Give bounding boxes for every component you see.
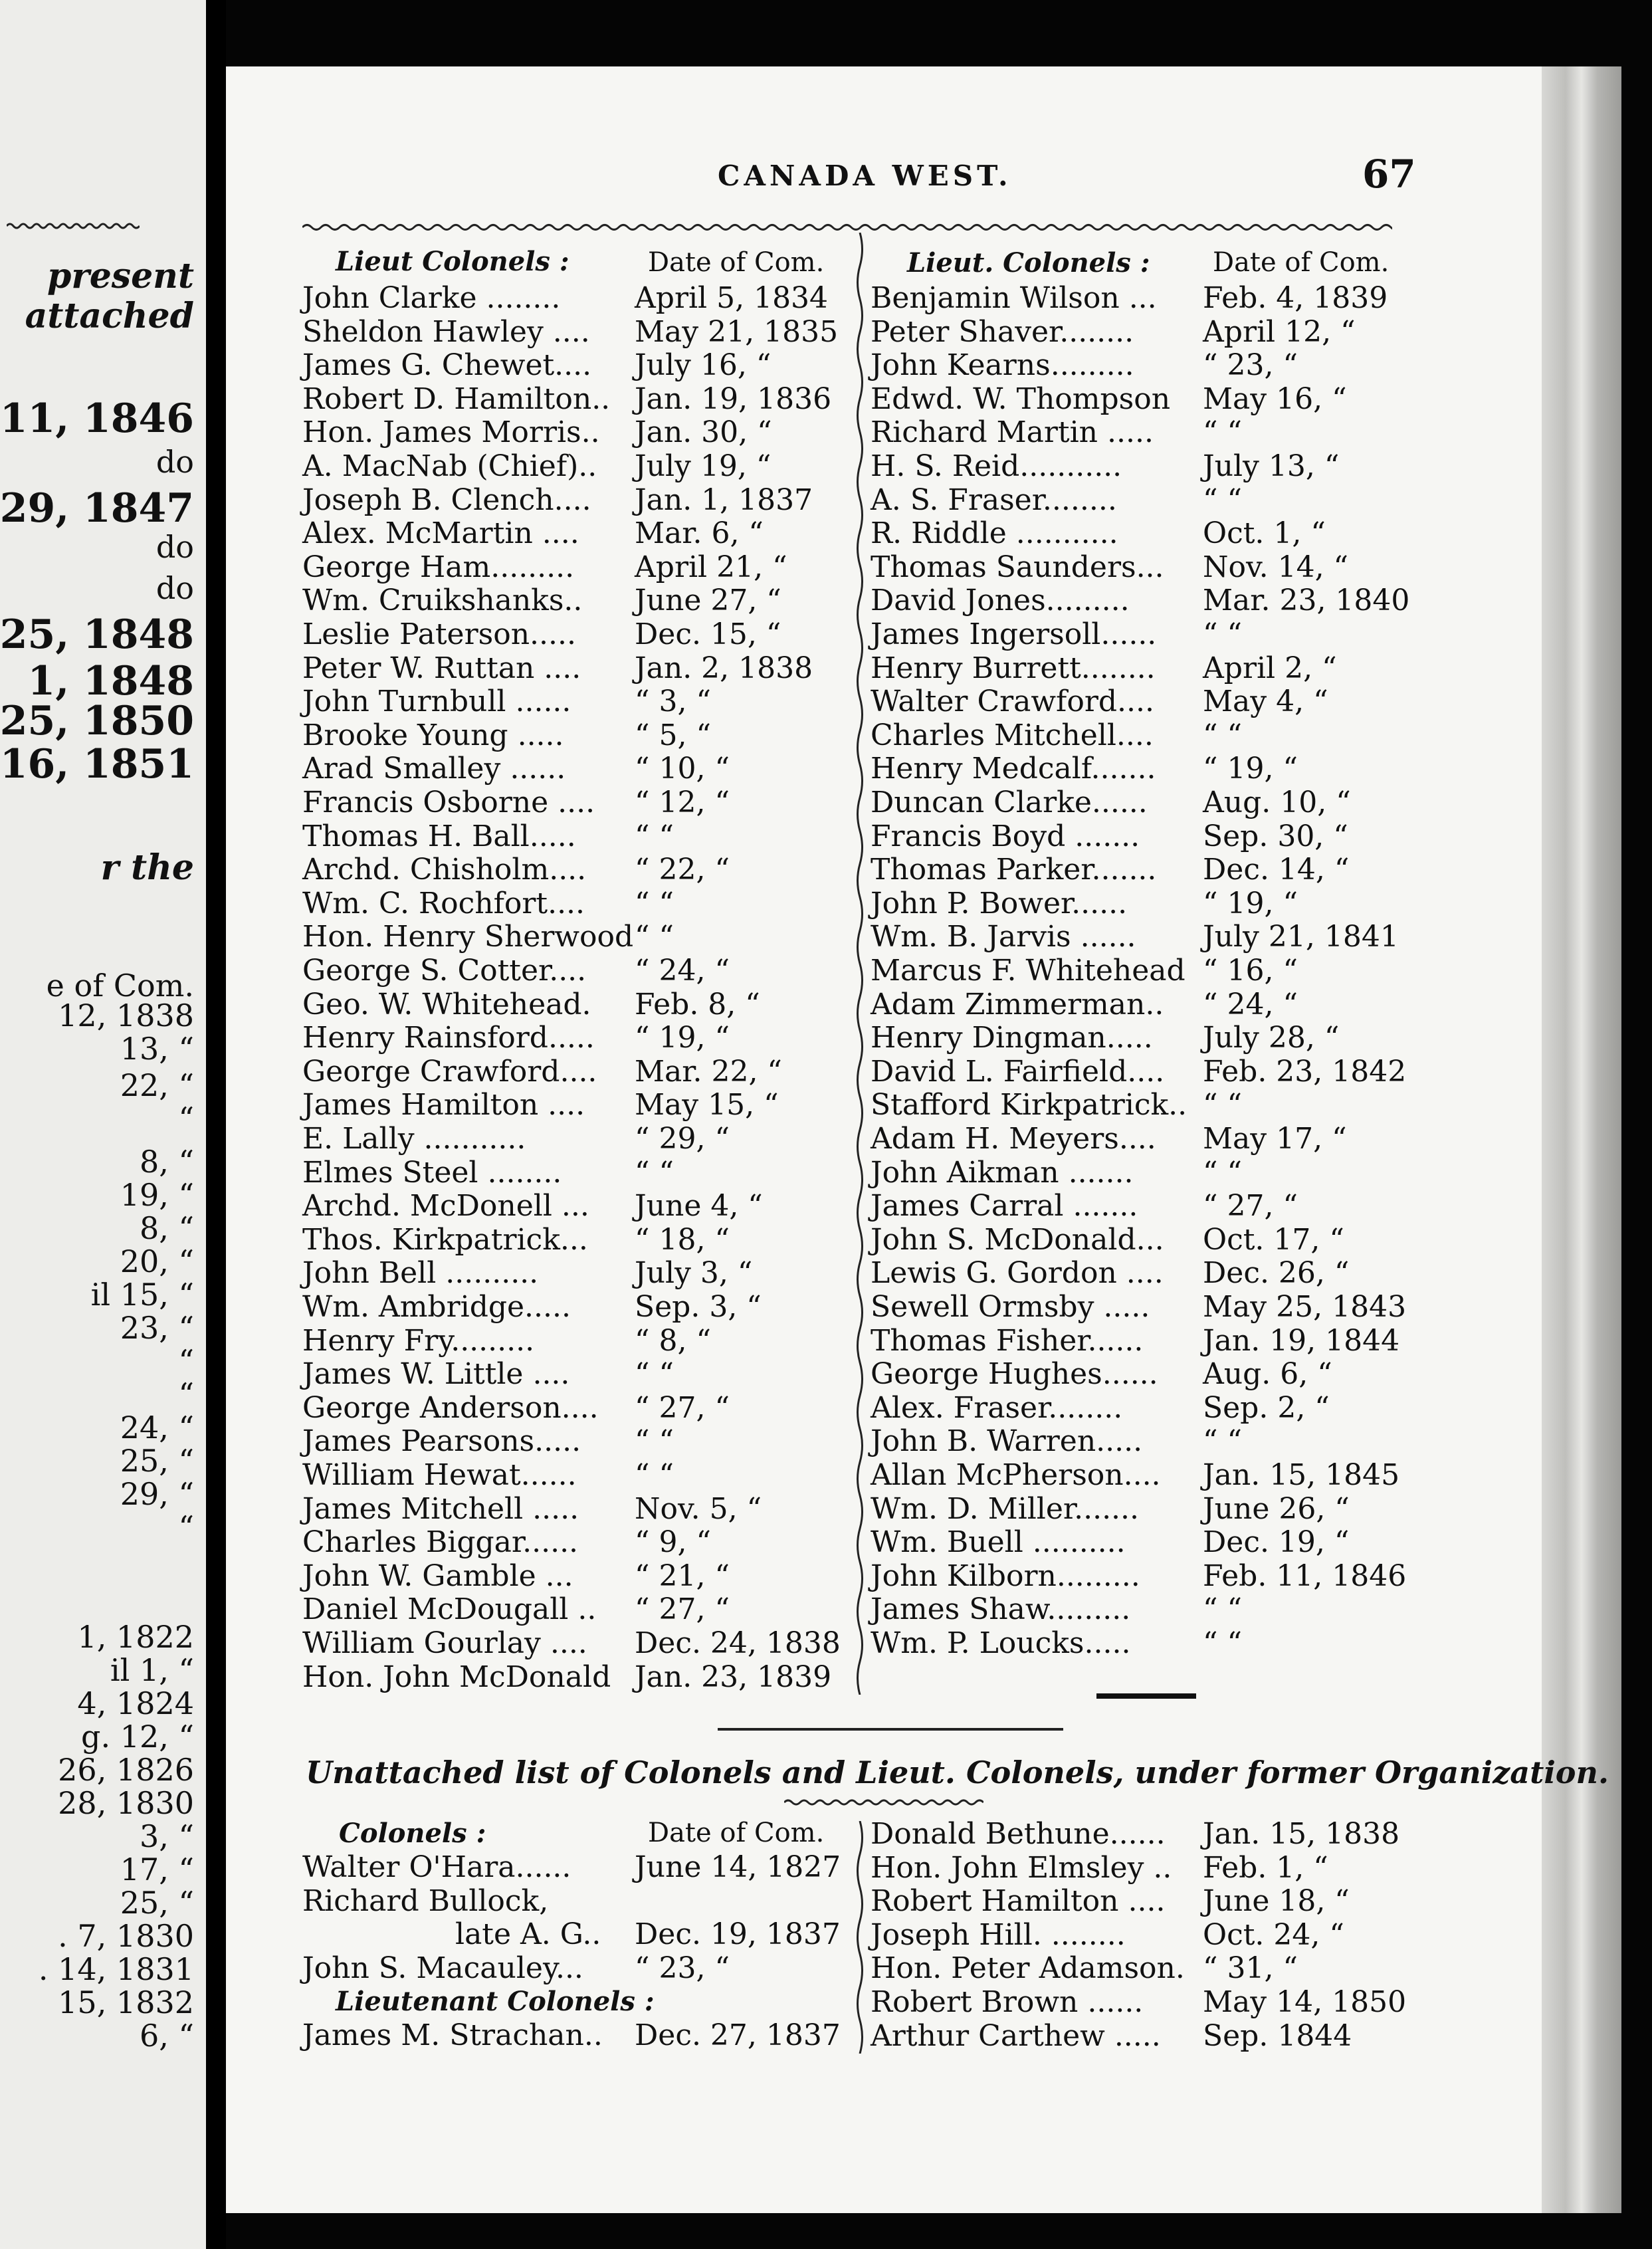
left-page-line: r the bbox=[100, 847, 194, 888]
left-page-line: 6, “ bbox=[139, 2018, 194, 2054]
commission-date: “ 19, “ bbox=[635, 1021, 730, 1055]
commission-date: Nov. 14, “ bbox=[1203, 550, 1349, 584]
officer-name: Robert Brown ...... bbox=[871, 1985, 1144, 2019]
left-page-line: 29, 1847 bbox=[0, 485, 194, 532]
left-page-line: 8, “ bbox=[139, 1210, 194, 1246]
officer-name: John P. Bower...... bbox=[871, 886, 1128, 920]
commission-date: Dec. 27, 1837 bbox=[635, 2018, 841, 2052]
commission-date: Aug. 6, “ bbox=[1203, 1357, 1332, 1392]
officer-name: Joseph Hill. ........ bbox=[871, 1917, 1126, 1952]
left-page-line: 22, “ bbox=[120, 1067, 194, 1103]
officer-name: Hon. John Elmsley .. bbox=[871, 1850, 1172, 1885]
left-page-line: 11, 1846 bbox=[0, 395, 194, 442]
officer-name: Sewell Ormsby ..... bbox=[871, 1290, 1150, 1324]
commission-date: “ 29, “ bbox=[635, 1122, 730, 1156]
commission-date: May 4, “ bbox=[1203, 685, 1328, 719]
commission-date: “ “ bbox=[1203, 1155, 1242, 1190]
officer-name: William Gourlay .... bbox=[302, 1626, 587, 1660]
officer-name: James Hamilton .... bbox=[302, 1088, 585, 1123]
officer-name: Richard Martin ..... bbox=[871, 415, 1154, 450]
left-page-line: . 7, 1830 bbox=[58, 1918, 194, 1954]
officer-name: Geo. W. Whitehead. bbox=[302, 987, 591, 1021]
commission-date: May 21, 1835 bbox=[635, 314, 839, 349]
commission-date: Sep. 1844 bbox=[1203, 2018, 1352, 2053]
officer-name: Stafford Kirkpatrick.. bbox=[871, 1088, 1187, 1123]
officer-name: Marcus F. Whitehead bbox=[871, 954, 1186, 988]
commission-date: “ 24, “ bbox=[1203, 987, 1298, 1021]
commission-date: Oct. 17, “ bbox=[1203, 1222, 1344, 1257]
wavy-rule bbox=[7, 219, 140, 233]
commission-date: May 15, “ bbox=[635, 1088, 779, 1123]
commission-date: June 26, “ bbox=[1203, 1491, 1350, 1526]
officer-name: A. MacNab (Chief).. bbox=[302, 449, 597, 483]
officer-name: Walter O'Hara...... bbox=[302, 1850, 571, 1884]
left-page-line: 3, “ bbox=[139, 1818, 194, 1854]
officer-name: Henry Medcalf....... bbox=[871, 752, 1156, 786]
commission-date: “ 21, “ bbox=[635, 1558, 730, 1593]
commission-date: Jan. 15, 1838 bbox=[1203, 1817, 1400, 1851]
commission-date: Feb. 11, 1846 bbox=[1203, 1558, 1407, 1593]
commission-date: June 14, 1827 bbox=[635, 1850, 841, 1884]
commission-date: Jan. 19, 1844 bbox=[1203, 1323, 1400, 1358]
left-page-line: 8, “ bbox=[139, 1144, 194, 1180]
commission-date: “ 5, “ bbox=[635, 718, 711, 752]
commission-date: June 27, “ bbox=[635, 584, 781, 618]
officer-name: George Ham......... bbox=[302, 550, 575, 584]
left-page-line: “ bbox=[178, 1101, 194, 1136]
officer-name: David Jones......... bbox=[871, 584, 1130, 618]
commission-date: July 3, “ bbox=[635, 1256, 753, 1291]
heading-label: Colonels : bbox=[339, 1818, 486, 1849]
commission-date: Aug. 10, “ bbox=[1203, 786, 1351, 819]
commission-date: July 21, 1841 bbox=[1203, 920, 1399, 954]
commission-date: Jan. 30, “ bbox=[635, 415, 772, 450]
commission-date: Nov. 5, “ bbox=[635, 1491, 762, 1526]
officer-name: Henry Fry......... bbox=[302, 1323, 535, 1358]
officer-name: Edwd. W. Thompson bbox=[871, 381, 1171, 416]
commission-date: Sep. 30, “ bbox=[1203, 819, 1348, 853]
officer-name: Donald Bethune...... bbox=[871, 1817, 1166, 1851]
officer-name: James M. Strachan.. bbox=[302, 2018, 603, 2052]
page-number: 67 bbox=[1362, 152, 1416, 197]
unattached-colonels-heading bbox=[339, 1818, 486, 1849]
short-rule bbox=[1096, 1693, 1196, 1699]
commission-date: Jan. 2, 1838 bbox=[635, 651, 813, 685]
left-page-line: 25, 1850 bbox=[0, 698, 194, 744]
commission-date: “ 27, “ bbox=[1203, 1189, 1298, 1224]
commission-date: “ 9, “ bbox=[635, 1525, 711, 1560]
officer-name: Wm. Ambridge..... bbox=[302, 1290, 571, 1324]
left-page-line: 29, “ bbox=[120, 1476, 194, 1512]
officer-name: Alex. Fraser........ bbox=[871, 1390, 1123, 1425]
commission-date: Dec. 15, “ bbox=[635, 617, 781, 651]
commission-date: “ 19, “ bbox=[1203, 886, 1298, 920]
left-page-line: 19, “ bbox=[120, 1177, 194, 1213]
officer-name: R. Riddle ........... bbox=[871, 516, 1118, 551]
commission-date: July 28, “ bbox=[1203, 1021, 1340, 1055]
officer-name: Thomas Fisher...... bbox=[871, 1323, 1144, 1358]
commission-date: Dec. 24, 1838 bbox=[635, 1626, 841, 1660]
left-page-line: il 1, “ bbox=[110, 1652, 194, 1688]
commission-date: Feb. 8, “ bbox=[635, 987, 760, 1021]
officer-name: John Bell .......... bbox=[302, 1256, 539, 1291]
officer-name: Adam Zimmerman.. bbox=[871, 987, 1164, 1021]
wavy-rule bbox=[784, 1794, 983, 1808]
heading-label: Lieut Colonels : bbox=[336, 246, 569, 277]
column-heading-date: Date of Com. bbox=[648, 247, 825, 278]
left-page-line: 25, 1848 bbox=[0, 611, 194, 658]
column-heading-lieut-colonels bbox=[336, 246, 569, 277]
officer-name: Allan McPherson.... bbox=[871, 1458, 1161, 1492]
commission-date: June 18, “ bbox=[1203, 1884, 1350, 1919]
officer-name: Archd. Chisholm.... bbox=[302, 853, 587, 887]
officer-name: Wm. B. Jarvis ...... bbox=[871, 920, 1136, 954]
officer-name: John S. Macauley... bbox=[302, 1951, 583, 1985]
left-page-line: 24, “ bbox=[120, 1410, 194, 1446]
officer-name: Henry Dingman..... bbox=[871, 1021, 1153, 1055]
commission-date: June 4, “ bbox=[635, 1189, 763, 1224]
officer-name: James Shaw......... bbox=[871, 1592, 1131, 1627]
commission-date: May 25, 1843 bbox=[1203, 1290, 1407, 1324]
commission-date: April 21, “ bbox=[635, 550, 787, 584]
commission-date: “ 10, “ bbox=[635, 752, 730, 786]
commission-date: “ “ bbox=[635, 886, 674, 920]
left-page-line: present bbox=[47, 256, 194, 296]
commission-date: “ “ bbox=[1203, 1424, 1242, 1459]
officer-name: John Kearns......... bbox=[871, 348, 1134, 383]
left-page-line: do bbox=[155, 444, 194, 480]
officer-name: Wm. P. Loucks..... bbox=[871, 1626, 1131, 1660]
officer-name: Brooke Young ..... bbox=[302, 718, 564, 752]
officer-name: Thos. Kirkpatrick... bbox=[302, 1222, 588, 1257]
unattached-title: Unattached list of Colonels and Lieut. Colonels, under former Organization. bbox=[306, 1755, 1609, 1790]
officer-name: Henry Burrett........ bbox=[871, 651, 1156, 685]
left-page-line: . 14, 1831 bbox=[38, 1951, 194, 1987]
commission-date: May 16, “ bbox=[1203, 381, 1347, 416]
officer-name: Hon. Peter Adamson. bbox=[871, 1951, 1185, 1986]
officer-name: Charles Mitchell.... bbox=[871, 718, 1154, 752]
officer-name: Francis Boyd ....... bbox=[871, 819, 1140, 853]
commission-date: April 2, “ bbox=[1203, 651, 1337, 685]
commission-date: “ “ bbox=[635, 920, 674, 954]
officer-name: Wm. C. Rochfort.... bbox=[302, 886, 585, 920]
running-head: CANADA WEST. bbox=[718, 160, 1012, 192]
commission-date: Oct. 1, “ bbox=[1203, 516, 1326, 551]
commission-date: Feb. 23, 1842 bbox=[1203, 1054, 1407, 1089]
officer-name: John Aikman ....... bbox=[871, 1155, 1134, 1190]
commission-date: “ 22, “ bbox=[635, 853, 730, 887]
left-page-line: do bbox=[155, 570, 194, 606]
left-page-line: 17, “ bbox=[120, 1852, 194, 1887]
officer-name: Benjamin Wilson ... bbox=[871, 281, 1157, 315]
column-heading-lieut-colonels-2 bbox=[907, 247, 1150, 278]
left-page-line: e of Com. bbox=[46, 968, 194, 1004]
unattached-date-heading: Date of Com. bbox=[648, 1818, 825, 1848]
commission-date: Jan. 23, 1839 bbox=[635, 1660, 832, 1694]
left-page-line: 28, 1830 bbox=[58, 1785, 194, 1821]
officer-name: Peter Shaver........ bbox=[871, 314, 1134, 349]
commission-date: Oct. 24, “ bbox=[1203, 1917, 1344, 1952]
commission-date: Sep. 2, “ bbox=[1203, 1390, 1330, 1425]
commission-date: “ “ bbox=[635, 1424, 674, 1459]
left-page-line: 13, “ bbox=[120, 1031, 194, 1067]
officer-name: George Crawford.... bbox=[302, 1054, 597, 1089]
commission-date: Mar. 22, “ bbox=[635, 1054, 782, 1089]
officer-name: Peter W. Ruttan .... bbox=[302, 651, 581, 685]
left-page-line: do bbox=[155, 529, 194, 565]
officer-name: John Clarke ........ bbox=[302, 281, 561, 315]
commission-date: May 14, 1850 bbox=[1203, 1985, 1407, 2019]
officer-name: George Anderson.... bbox=[302, 1390, 599, 1425]
column-heading-date-2: Date of Com. bbox=[1213, 247, 1390, 278]
officer-name: William Hewat...... bbox=[302, 1458, 577, 1492]
commission-date: May 17, “ bbox=[1203, 1122, 1347, 1156]
commission-date: “ 31, “ bbox=[1203, 1951, 1298, 1986]
officer-name: A. S. Fraser........ bbox=[871, 482, 1117, 517]
commission-date: “ 23, “ bbox=[635, 1951, 730, 1985]
commission-date: Dec. 19, 1837 bbox=[635, 1917, 841, 1952]
officer-name: James Ingersoll...... bbox=[871, 617, 1157, 651]
officer-name: Wm. D. Miller....... bbox=[871, 1491, 1140, 1526]
left-page-line: “ bbox=[178, 1343, 194, 1379]
commission-date: “ “ bbox=[1203, 1592, 1242, 1627]
officer-name: Daniel McDougall .. bbox=[302, 1592, 597, 1627]
commission-date: Jan. 15, 1845 bbox=[1203, 1458, 1400, 1492]
section-rule bbox=[718, 1728, 1063, 1731]
officer-name: John S. McDonald... bbox=[871, 1222, 1164, 1257]
left-page-line: 25, “ bbox=[120, 1885, 194, 1921]
officer-name: Arad Smalley ...... bbox=[302, 752, 566, 786]
left-page-line: il 15, “ bbox=[90, 1277, 194, 1313]
commission-date: Sep. 3, “ bbox=[635, 1290, 762, 1324]
commission-date: “ 18, “ bbox=[635, 1222, 730, 1257]
officer-name: late A. G.. bbox=[455, 1917, 601, 1952]
left-page-line: 23, “ bbox=[120, 1310, 194, 1346]
commission-date: “ “ bbox=[1203, 415, 1242, 450]
officer-name: James Carral ....... bbox=[871, 1189, 1138, 1224]
commission-date: Dec. 26, “ bbox=[1203, 1256, 1350, 1291]
officer-name: Francis Osborne .... bbox=[302, 786, 595, 819]
commission-date: “ 24, “ bbox=[635, 954, 730, 988]
commission-date: “ “ bbox=[635, 1458, 674, 1492]
left-page-line: 12, 1838 bbox=[58, 998, 194, 1033]
officer-name: Hon. John McDonald bbox=[302, 1660, 611, 1694]
officer-name: Thomas H. Ball..... bbox=[302, 819, 576, 853]
commission-date: “ 27, “ bbox=[635, 1390, 730, 1425]
lieutenant-colonels-heading: Lieutenant Colonels : bbox=[336, 1986, 655, 2018]
commission-date: “ 23, “ bbox=[1203, 348, 1298, 383]
left-page-line: “ bbox=[178, 1376, 194, 1412]
officer-name: Hon. James Morris.. bbox=[302, 415, 600, 450]
commission-date: July 16, “ bbox=[635, 348, 772, 383]
commission-date: “ “ bbox=[1203, 1088, 1242, 1123]
officer-name: Hon. Henry Sherwood bbox=[302, 920, 634, 954]
left-page-line: “ bbox=[178, 1509, 194, 1545]
commission-date: “ 8, “ bbox=[635, 1323, 711, 1358]
commission-date: “ 27, “ bbox=[635, 1592, 730, 1627]
left-page-line: g. 12, “ bbox=[81, 1719, 194, 1755]
officer-name: John W. Gamble ... bbox=[302, 1558, 573, 1593]
officer-name: James Mitchell ..... bbox=[302, 1491, 579, 1526]
commission-date: “ 19, “ bbox=[1203, 752, 1298, 786]
officer-name: Arthur Carthew ..... bbox=[871, 2018, 1161, 2053]
commission-date: “ 16, “ bbox=[1203, 954, 1298, 988]
commission-date: Feb. 4, 1839 bbox=[1203, 281, 1388, 315]
officer-name: Leslie Paterson..... bbox=[302, 617, 576, 651]
left-page-line: 25, “ bbox=[120, 1443, 194, 1479]
wavy-rule bbox=[302, 219, 1392, 235]
commission-date: July 13, “ bbox=[1203, 449, 1340, 483]
officer-name: John Kilborn......... bbox=[871, 1558, 1140, 1593]
officer-name: Archd. McDonell ... bbox=[302, 1189, 589, 1224]
officer-name: Charles Biggar...... bbox=[302, 1525, 579, 1560]
commission-date: Jan. 1, 1837 bbox=[635, 482, 813, 517]
book-gutter bbox=[206, 0, 226, 2249]
officer-name: Robert D. Hamilton.. bbox=[302, 381, 611, 416]
officer-name: James G. Chewet.... bbox=[302, 348, 592, 383]
column-divider bbox=[853, 1821, 867, 2054]
commission-date: “ “ bbox=[1203, 718, 1242, 752]
officer-name: Joseph B. Clench.... bbox=[302, 482, 591, 517]
officer-name: Robert Hamilton .... bbox=[871, 1884, 1166, 1919]
commission-date: “ 12, “ bbox=[635, 786, 730, 819]
commission-date: Dec. 19, “ bbox=[1203, 1525, 1350, 1560]
commission-date: Mar. 6, “ bbox=[635, 516, 764, 551]
heading-label: Lieut. Colonels : bbox=[907, 247, 1150, 278]
officer-name: Sheldon Hawley .... bbox=[302, 314, 590, 349]
officer-name: Duncan Clarke...... bbox=[871, 786, 1148, 819]
officer-name: David L. Fairfield.... bbox=[871, 1054, 1165, 1089]
commission-date: April 12, “ bbox=[1203, 314, 1356, 349]
commission-date: “ “ bbox=[1203, 617, 1242, 651]
officer-name: Lewis G. Gordon .... bbox=[871, 1256, 1164, 1291]
left-page-line: 1, 1848 bbox=[27, 658, 194, 704]
commission-date: April 5, 1834 bbox=[635, 281, 829, 315]
left-page-line: attached bbox=[25, 296, 194, 336]
officer-name: Wm. Buell .......... bbox=[871, 1525, 1126, 1560]
officer-name: H. S. Reid........... bbox=[871, 449, 1122, 483]
officer-name: James W. Little .... bbox=[302, 1357, 570, 1392]
commission-date: July 19, “ bbox=[635, 449, 772, 483]
column-divider bbox=[853, 233, 867, 1695]
commission-date: “ “ bbox=[1203, 482, 1242, 517]
commission-date: Dec. 14, “ bbox=[1203, 853, 1350, 887]
left-page-line: 26, 1826 bbox=[58, 1752, 194, 1788]
officer-name: Wm. Cruikshanks.. bbox=[302, 584, 583, 618]
officer-name: Elmes Steel ........ bbox=[302, 1155, 562, 1190]
officer-name: Thomas Parker....... bbox=[871, 853, 1157, 887]
officer-name: Walter Crawford.... bbox=[871, 685, 1154, 719]
left-facing-page bbox=[0, 0, 206, 2249]
commission-date: Jan. 19, 1836 bbox=[635, 381, 832, 416]
officer-name: George Hughes...... bbox=[871, 1357, 1158, 1392]
officer-name: Adam H. Meyers.... bbox=[871, 1122, 1156, 1156]
commission-date: Feb. 1, “ bbox=[1203, 1850, 1328, 1885]
commission-date: “ “ bbox=[1203, 1626, 1242, 1660]
left-page-line: 4, 1824 bbox=[77, 1685, 194, 1721]
officer-name: E. Lally ........... bbox=[302, 1122, 526, 1156]
commission-date: “ “ bbox=[635, 819, 674, 853]
officer-name: Thomas Saunders... bbox=[871, 550, 1164, 584]
officer-name: John B. Warren..... bbox=[871, 1424, 1143, 1459]
page-edges bbox=[1542, 66, 1621, 2213]
officer-name: John Turnbull ...... bbox=[302, 685, 571, 719]
officer-name: Richard Bullock, bbox=[302, 1883, 549, 1918]
commission-date: “ “ bbox=[635, 1357, 674, 1392]
left-page-line: 1, 1822 bbox=[77, 1619, 194, 1655]
officer-name: Alex. McMartin .... bbox=[302, 516, 579, 551]
left-page-line: 20, “ bbox=[120, 1243, 194, 1279]
commission-date: “ “ bbox=[635, 1155, 674, 1190]
officer-name: James Pearsons..... bbox=[302, 1424, 581, 1459]
left-page-line: 15, 1832 bbox=[58, 1984, 194, 2020]
left-page-line: 16, 1851 bbox=[0, 741, 194, 788]
officer-name: Henry Rainsford..... bbox=[302, 1021, 595, 1055]
commission-date: Mar. 23, 1840 bbox=[1203, 584, 1410, 618]
officer-name: George S. Cotter.... bbox=[302, 954, 587, 988]
commission-date: “ 3, “ bbox=[635, 685, 711, 719]
